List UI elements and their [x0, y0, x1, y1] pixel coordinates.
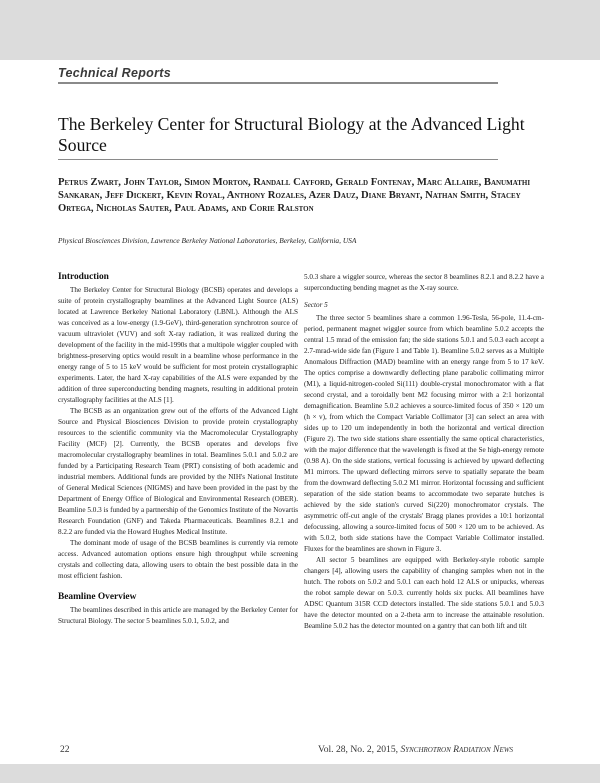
- beamline-overview-heading: Beamline Overview: [58, 592, 137, 602]
- department-rule: [58, 82, 498, 84]
- page-number: 22: [60, 744, 70, 755]
- bottom-gray-band: [0, 764, 600, 783]
- affiliation: Physical Biosciences Division, Lawrence Berkeley National Laboratories, Berkeley, California, USA: [58, 236, 357, 245]
- intro-paragraph-2: The BCSB as an organization grew out of the efforts of the Advanced Light Source and Physical Biosciences Division to provide protein crystallography resources to the scientific community via the Macromolecular Crystallography Facility (MCF) [2]. Currently, the BCSB operates and develops five macromolecular crystallography beamlines in total. Beamlines 5.0.1 and 5.0.2 are funded by a Participating Research Team (PRT) consisting of both academic and industrial members. Additional funds are provided by the NIH's National Institute of General Medical Sciences (NIGMS) and have been provided in the past by the Department of Energy Office of Biological and Environmental Research (OBER). Beamline 5.0.3 is funded by a partnership of the Genomics Institute of the Novartis Research Foundation (GNF) and Takeda Pharmaceuticals. Beamlines 8.2.1 and 8.2.2 are funded via the Howard Hughes Medical Institute.: [58, 407, 298, 536]
- department-label: Technical Reports: [58, 66, 171, 80]
- top-gray-band: [0, 0, 600, 60]
- right-column: [304, 272, 544, 632]
- intro-paragraph-1: The Berkeley Center for Structural Biology (BCSB) operates and develops a suite of protein crystallography beamlines at the Advanced Light Source (ALS) located at Lawrence Berkeley National Laboratory (LBNL). Although the ALS was conceived as a low-energy (1.9-GeV), third-generation synchrotron source of vacuum ultraviolet (VUV) and soft X-ray radiation, it was realized during the development of the facility in the mid-1990s that a multipole wiggler coupled with brightness-preserving optics would result in a beamline whose performance in the energy range of 5 to 15 keV would be sufficient for most protein crystallographic experiments. Later, the hard X-ray capabilities of the ALS were expanded by the addition of three superconducting bending magnets, resulting in additional protein crystallography facilities at the ALS [1].: [58, 286, 298, 404]
- sector-5-paragraph-1: The three sector 5 beamlines share a common 1.96-Tesla, 56-pole, 11.4-cm-period, permanent magnet wiggler source from which beamline 5.0.2 accepts the central 1.5 mrad of the emission fan; the side stations 5.0.1 and 5.0.3 each accept a 2.7-mrad-wide side fan (Figure 1 and Table 1). Beamline 5.0.2 serves as a Multiple Anomalous Diffraction (MAD) beamline with an energy range from 5 to 17 keV. The optics comprise a downwardly deflecting plane parabolic collimating mirror (M1), a liquid-nitrogen-cooled Si(111) double-crystal monochromator with a flat second crystal, and a toroidally bent M2 focusing mirror with a 2:1 horizontal demagnification. Beamline 5.0.2 achieves a source-limited focus of 350 × 120 um (h × v), from which the Compact Variable Collimator [3] can select an area with sides up to 120 um independently in both the horizontal and vertical direction (Figure 2). The two side stations share essentially the same optical characteristics, with the major difference that the wavelength is fixed at the Se high-energy remote (0.98 A). On the side stations, vertical focussing is achieved by upward deflecting M1 mirrors. The upward deflecting mirrors serve to spatially separate the beam from the downward deflecting 5.0.2 M1 mirror. Horizontal focussing and sufficient separation of the side station beams to accommodate two separate hutches is achieved by the side station's curved Si(220) monochromator crystals. The asymmetric off-cut angle of the crystals' Bragg planes provides a 10:1 horizontal defocussing, allowing a source-limited focus of 500 × 120 um to be achieved. As with 5.0.2, both side stations have the Compact Variable Collimator installed. Fluxes for the beamlines are shown in Figure 3.: [304, 314, 544, 553]
- article-title: The Berkeley Center for Structural Biology at the Advanced Light Source: [58, 114, 525, 155]
- left-column: [58, 272, 298, 627]
- sector-5-paragraph-2: All sector 5 beamlines are equipped with Berkeley-style robotic sample changers [4], allowing users the capability of changing samples when not in the hutch. The robots on 5.0.2 and 5.0.1 can each hold 12 ALS or unipucks, whereas the robot sample dewar on 5.0.3. currently holds six pucks. All beamlines have ADSC Quantum 315R CCD detectors installed. The side stations 5.0.1 and 5.0.3 have the detector mounted on a 2-theta arm to increase the attainable resolution. Beamline 5.0.2 has the detector mounted on a gantry that can both lift and tilt: [304, 556, 544, 630]
- intro-paragraph-3: The dominant mode of usage of the BCSB beamlines is currently via remote access. Advanced automation options ensure high throughput while screening crystals and collecting data, allowing users to obtain the best possible data in the most efficient fashion.: [58, 539, 298, 580]
- title-rule: [58, 159, 498, 160]
- sector-5-heading: Sector 5: [304, 301, 328, 309]
- overview-paragraph-1: The beamlines described in this article are managed by the Berkeley Center for Structural Biology. The sector 5 beamlines 5.0.1, 5.0.2, and: [58, 606, 298, 625]
- author-list: Petrus Zwart, John Taylor, Simon Morton, Randall Cayford, Gerald Fontenay, Marc Allaire, Banumathi Sankaran, Jeff Dickert, Kevin Royal, Anthony Rozales, Azer Dauz, Diane Bryant, Nathan Smith, Stacey Ortega, Nicholas Sauter, Paul Adams, and Corie Ralston: [58, 177, 531, 214]
- journal-name: Synchrotron Radiation News: [400, 744, 514, 755]
- journal-citation: [318, 744, 513, 755]
- introduction-heading: Introduction: [58, 272, 109, 282]
- issue-info: Vol. 28, No. 2, 2015,: [318, 744, 399, 755]
- overview-continuation: 5.0.3 share a wiggler source, whereas the sector 8 beamlines 8.2.1 and 8.2.2 have a superconducting bending magnet as the X-ray source.: [304, 273, 544, 292]
